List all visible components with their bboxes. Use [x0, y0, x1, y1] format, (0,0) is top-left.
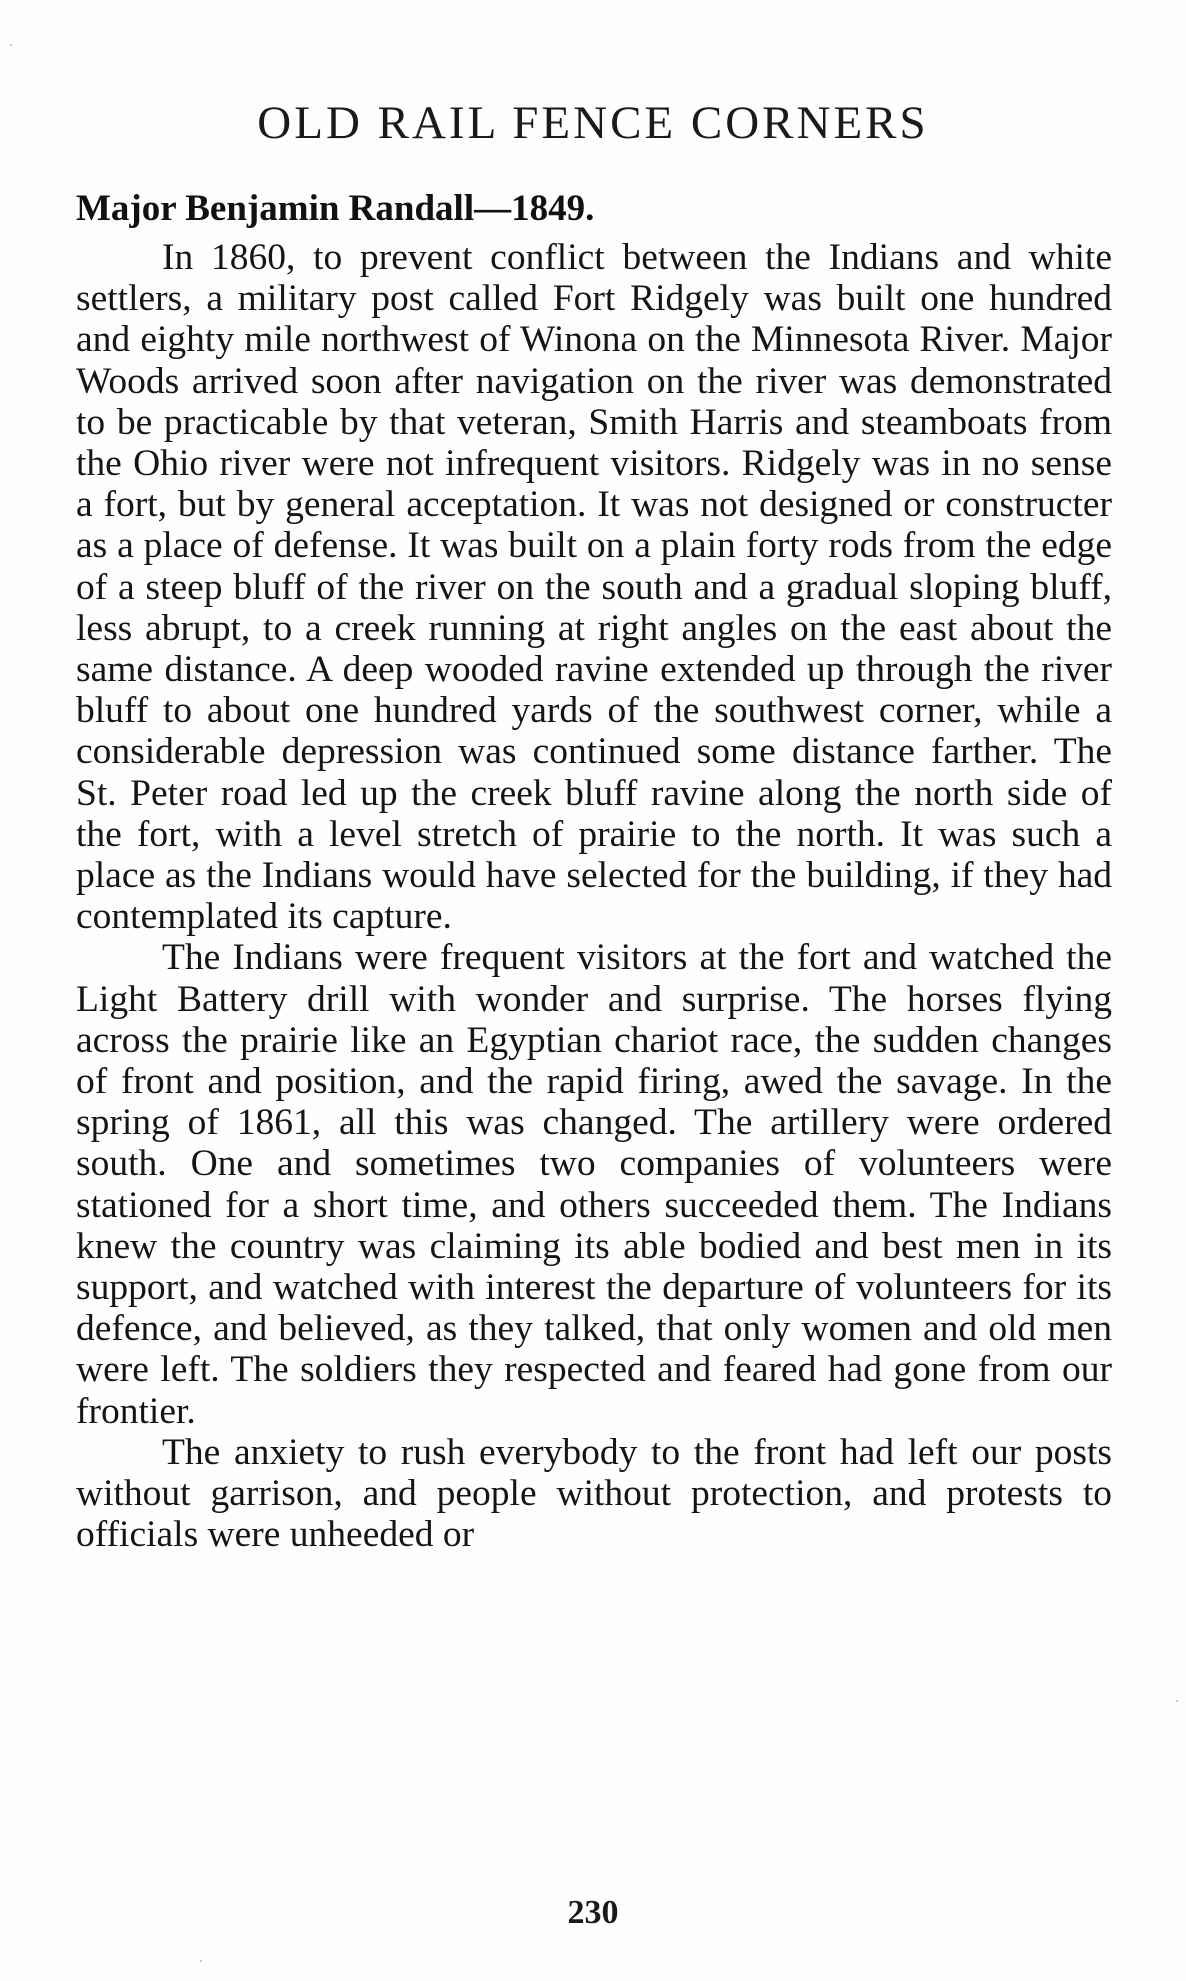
paragraph: The Indians were frequent visitors at the fort and watched the Light Battery drill with wonder and surprise. The horses flying across the prairie like an Egyptian chariot race, the sudden changes of front and position, and the rapid firing, awed the savage. In the spring of 1861, all this was changed. The artillery were ordered south. One and sometimes two companies of volunteers were stationed for a short time, and others succeeded them. The Indians knew the country was claiming its able bodied and best men in its support, and watched with interest the departure of volunteers for its defence, and believed, as they talked, that only women and old men were left. The soldiers they respected and feared had gone from our frontier. — [76, 937, 1112, 1432]
paper-speck — [200, 1960, 202, 1962]
paper-speck — [10, 44, 12, 46]
paper-speck — [1176, 1700, 1178, 1702]
running-head: OLD RAIL FENCE CORNERS — [257, 97, 929, 149]
page-number: 230 — [567, 1894, 619, 1931]
section-title: Major Benjamin Randall—1849. — [76, 188, 595, 229]
paragraph: In 1860, to prevent conflict between the Indians and white settlers, a military post called Fort Ridgely was built one hundred and eighty mile northwest of Winona on the Minnesota River. Major Woods arrived soon after navigation on the river was demonstrated to be practicable by that veteran, Smith Harris and steamboats from the Ohio river were not infrequent visitors. Ridgely was in no sense a fort, but by general acceptation. It was not designed or constructer as a place of defense. It was built on a plain forty rods from the edge of a steep bluff of the river on the south and a gradual sloping bluff, less abrupt, to a creek running at right angles on the east about the same distance. A deep wooded ravine extended up through the river bluff to about one hundred yards of the southwest corner, while a considerable depression was continued some distance farther. The St. Peter road led up the creek bluff ravine along the north side of the fort, with a level stretch of prairie to the north. It was such a place as the Indians would have selected for the building, if they had contemplated its capture. — [76, 237, 1112, 938]
page-body — [76, 188, 1112, 1556]
paragraph: The anxiety to rush everybody to the front had left our posts without garrison, and people without protection, and protests to officials were unheeded or — [76, 1431, 1112, 1556]
